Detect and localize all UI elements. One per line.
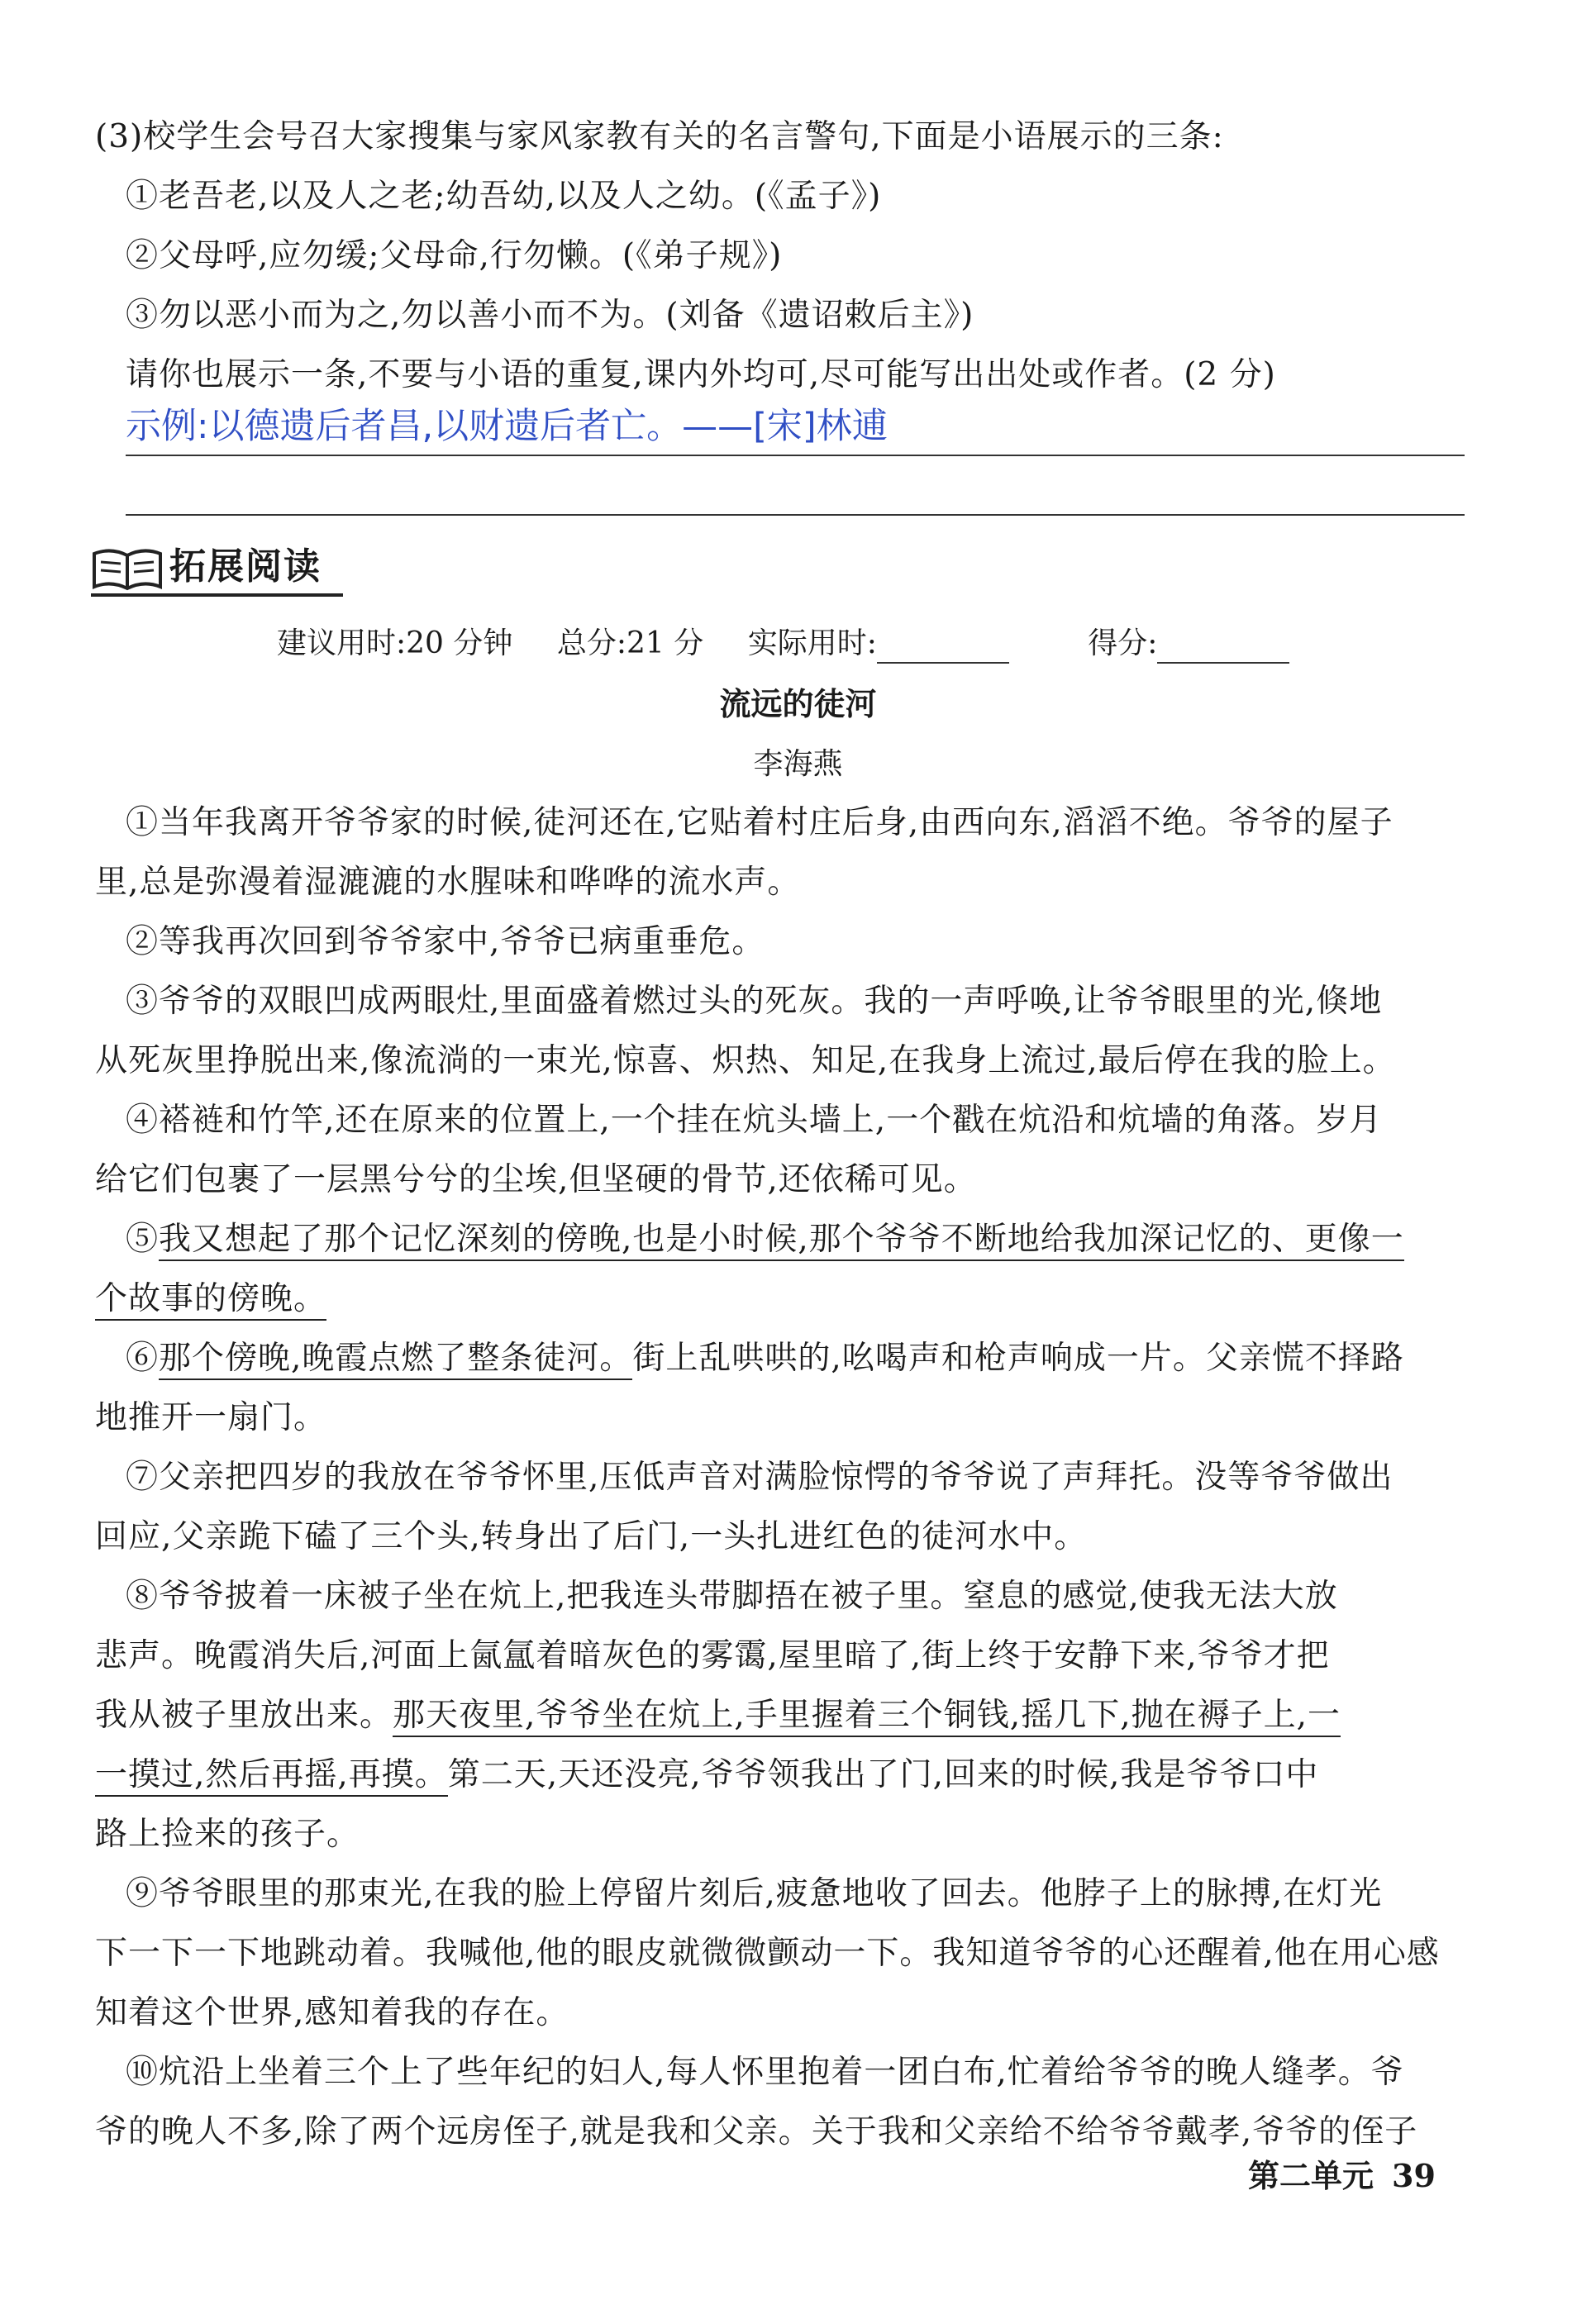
question-intro: (3)校学生会号召大家搜集与家风家教有关的名言警句,下面是小语展示的三条:: [95, 118, 1224, 155]
actual-time-blank[interactable]: [877, 637, 1009, 664]
paragraph-6-line-1: [126, 1337, 1404, 1380]
paragraph-4-line-2: 给它们包裹了一层黑兮兮的尘埃,但坚硬的骨节,还依稀可见。: [95, 1161, 977, 1198]
answer-line-1: [126, 455, 1465, 456]
paragraph-5-underlined-2: 个故事的傍晚。: [95, 1280, 326, 1321]
suggested-time: 建议用时:20 分钟: [277, 626, 513, 660]
section-underline: [91, 593, 343, 597]
paragraph-7-line-1: ⑦父亲把四岁的我放在爷爷怀里,压低声音对满脸惊愕的爷爷说了声拜托。没等爷爷做出: [126, 1459, 1394, 1496]
paragraph-5-number: ⑤: [126, 1221, 160, 1258]
paragraph-8-line-3: [95, 1694, 1341, 1737]
got-score-blank[interactable]: [1157, 637, 1289, 664]
paragraph-2: ②等我再次回到爷爷家中,爷爷已病重垂危。: [126, 923, 765, 960]
paragraph-10-line-1: ⑩炕沿上坐着三个上了些年纪的妇人,每人怀里抱着一团白布,忙着给爷爷的晚人缝孝。爷: [126, 2054, 1404, 2091]
reading-meta: [277, 624, 1359, 664]
page-footer: [1248, 2150, 1436, 2196]
paragraph-9-line-2: 下一下一下地跳动着。我喊他,他的眼皮就微微颤动一下。我知道爷爷的心还醒着,他在用心感: [95, 1935, 1440, 1972]
paragraph-1-line-2: 里,总是弥漫着湿漉漉的水腥味和哗哗的流水声。: [95, 864, 801, 901]
paragraph-4-line-1: ④褡裢和竹竿,还在原来的位置上,一个挂在炕头墙上,一个戳在炕沿和炕墙的角落。岁月: [126, 1102, 1383, 1139]
got-score: [1088, 626, 1324, 660]
paragraph-5-line-1: [126, 1218, 1404, 1261]
paragraph-9-line-3: 知着这个世界,感知着我的存在。: [95, 1994, 569, 2031]
paragraph-8-underlined-2: 一摸过,然后再摇,再摸。: [95, 1756, 448, 1797]
actual-time: [748, 626, 1044, 660]
paragraph-8-line-5: 路上捡来的孩子。: [95, 1816, 360, 1853]
paragraph-6-underlined: 那个傍晚,晚霞点燃了整条徒河。: [159, 1340, 632, 1380]
answer-line-2: [126, 514, 1465, 516]
answer-text: 示例:以德遗后者昌,以财遗后者亡。——[宋]林逋: [126, 406, 888, 447]
paragraph-5-underlined-1: 我又想起了那个记忆深刻的傍晚,也是小时候,那个爷爷不断地给我加深记忆的、更像一: [159, 1221, 1404, 1261]
article-title: 流远的徒河: [719, 686, 877, 722]
article-author: 李海燕: [753, 747, 843, 781]
quote-2: ②父母呼,应勿缓;父母命,行勿懒。(《弟子规》): [126, 237, 783, 274]
paragraph-1-line-1: ①当年我离开爷爷家的时候,徒河还在,它贴着村庄后身,由西向东,滔滔不绝。爷爷的屋子: [126, 804, 1394, 841]
total-score: 总分:21 分: [556, 626, 704, 660]
paragraph-6-number: ⑥: [126, 1340, 160, 1377]
paragraph-8-rest: 第二天,天还没亮,爷爷领我出了门,回来的时候,我是爷爷口中: [447, 1756, 1319, 1793]
paragraph-8-line-4: [95, 1754, 1318, 1797]
paragraph-3-line-1: ③爷爷的双眼凹成两眼灶,里面盛着燃过头的死灰。我的一声呼唤,让爷爷眼里的光,倏地: [126, 983, 1383, 1020]
paragraph-7-line-2: 回应,父亲跪下磕了三个头,转身出了后门,一头扎进红色的徒河水中。: [95, 1518, 1088, 1555]
paragraph-8-underlined-1: 那天夜里,爷爷坐在炕上,手里握着三个铜钱,摇几下,抛在褥子上,一: [393, 1697, 1341, 1737]
section-header: [91, 542, 347, 597]
got-score-label: 得分:: [1088, 626, 1158, 660]
section-title: 拓展阅读: [169, 545, 322, 588]
open-book-icon: [91, 545, 164, 593]
paragraph-6-line-2: 地推开一扇门。: [95, 1399, 327, 1436]
paragraph-8-line-2: 悲声。晚霞消失后,河面上氤氲着暗灰色的雾霭,屋里暗了,街上终于安静下来,爷爷才把: [95, 1637, 1330, 1674]
paragraph-6-rest: 街上乱哄哄的,吆喝声和枪声响成一片。父亲慌不择路: [632, 1340, 1404, 1377]
paragraph-8-plain: 我从被子里放出来。: [95, 1697, 393, 1734]
question-prompt: 请你也展示一条,不要与小语的重复,课内外均可,尽可能写出出处或作者。(2 分): [126, 356, 1276, 393]
quote-1: ①老吾老,以及人之老;幼吾幼,以及人之幼。(《孟子》): [126, 178, 882, 215]
actual-time-label: 实际用时:: [747, 626, 877, 660]
paragraph-3-line-2: 从死灰里挣脱出来,像流淌的一束光,惊喜、炽热、知足,在我身上流过,最后停在我的脸上。: [95, 1042, 1396, 1079]
page-number: 39: [1392, 2157, 1436, 2194]
paragraph-10-line-2: 爷的晚人不多,除了两个远房侄子,就是我和父亲。关于我和父亲给不给爷爷戴孝,爷爷的侄子: [95, 2113, 1418, 2150]
quote-3: ③勿以恶小而为之,勿以善小而不为。(刘备《遗诏敕后主》): [126, 297, 974, 334]
unit-label: 第二单元: [1248, 2158, 1374, 2194]
paragraph-9-line-1: ⑨爷爷眼里的那束光,在我的脸上停留片刻后,疲惫地收了回去。他脖子上的脉搏,在灯光: [126, 1875, 1383, 1912]
paragraph-5-line-2: [95, 1278, 326, 1321]
paragraph-8-line-1: ⑧爷爷披着一床被子坐在炕上,把我连头带脚捂在被子里。窒息的感觉,使我无法大放: [126, 1578, 1338, 1615]
